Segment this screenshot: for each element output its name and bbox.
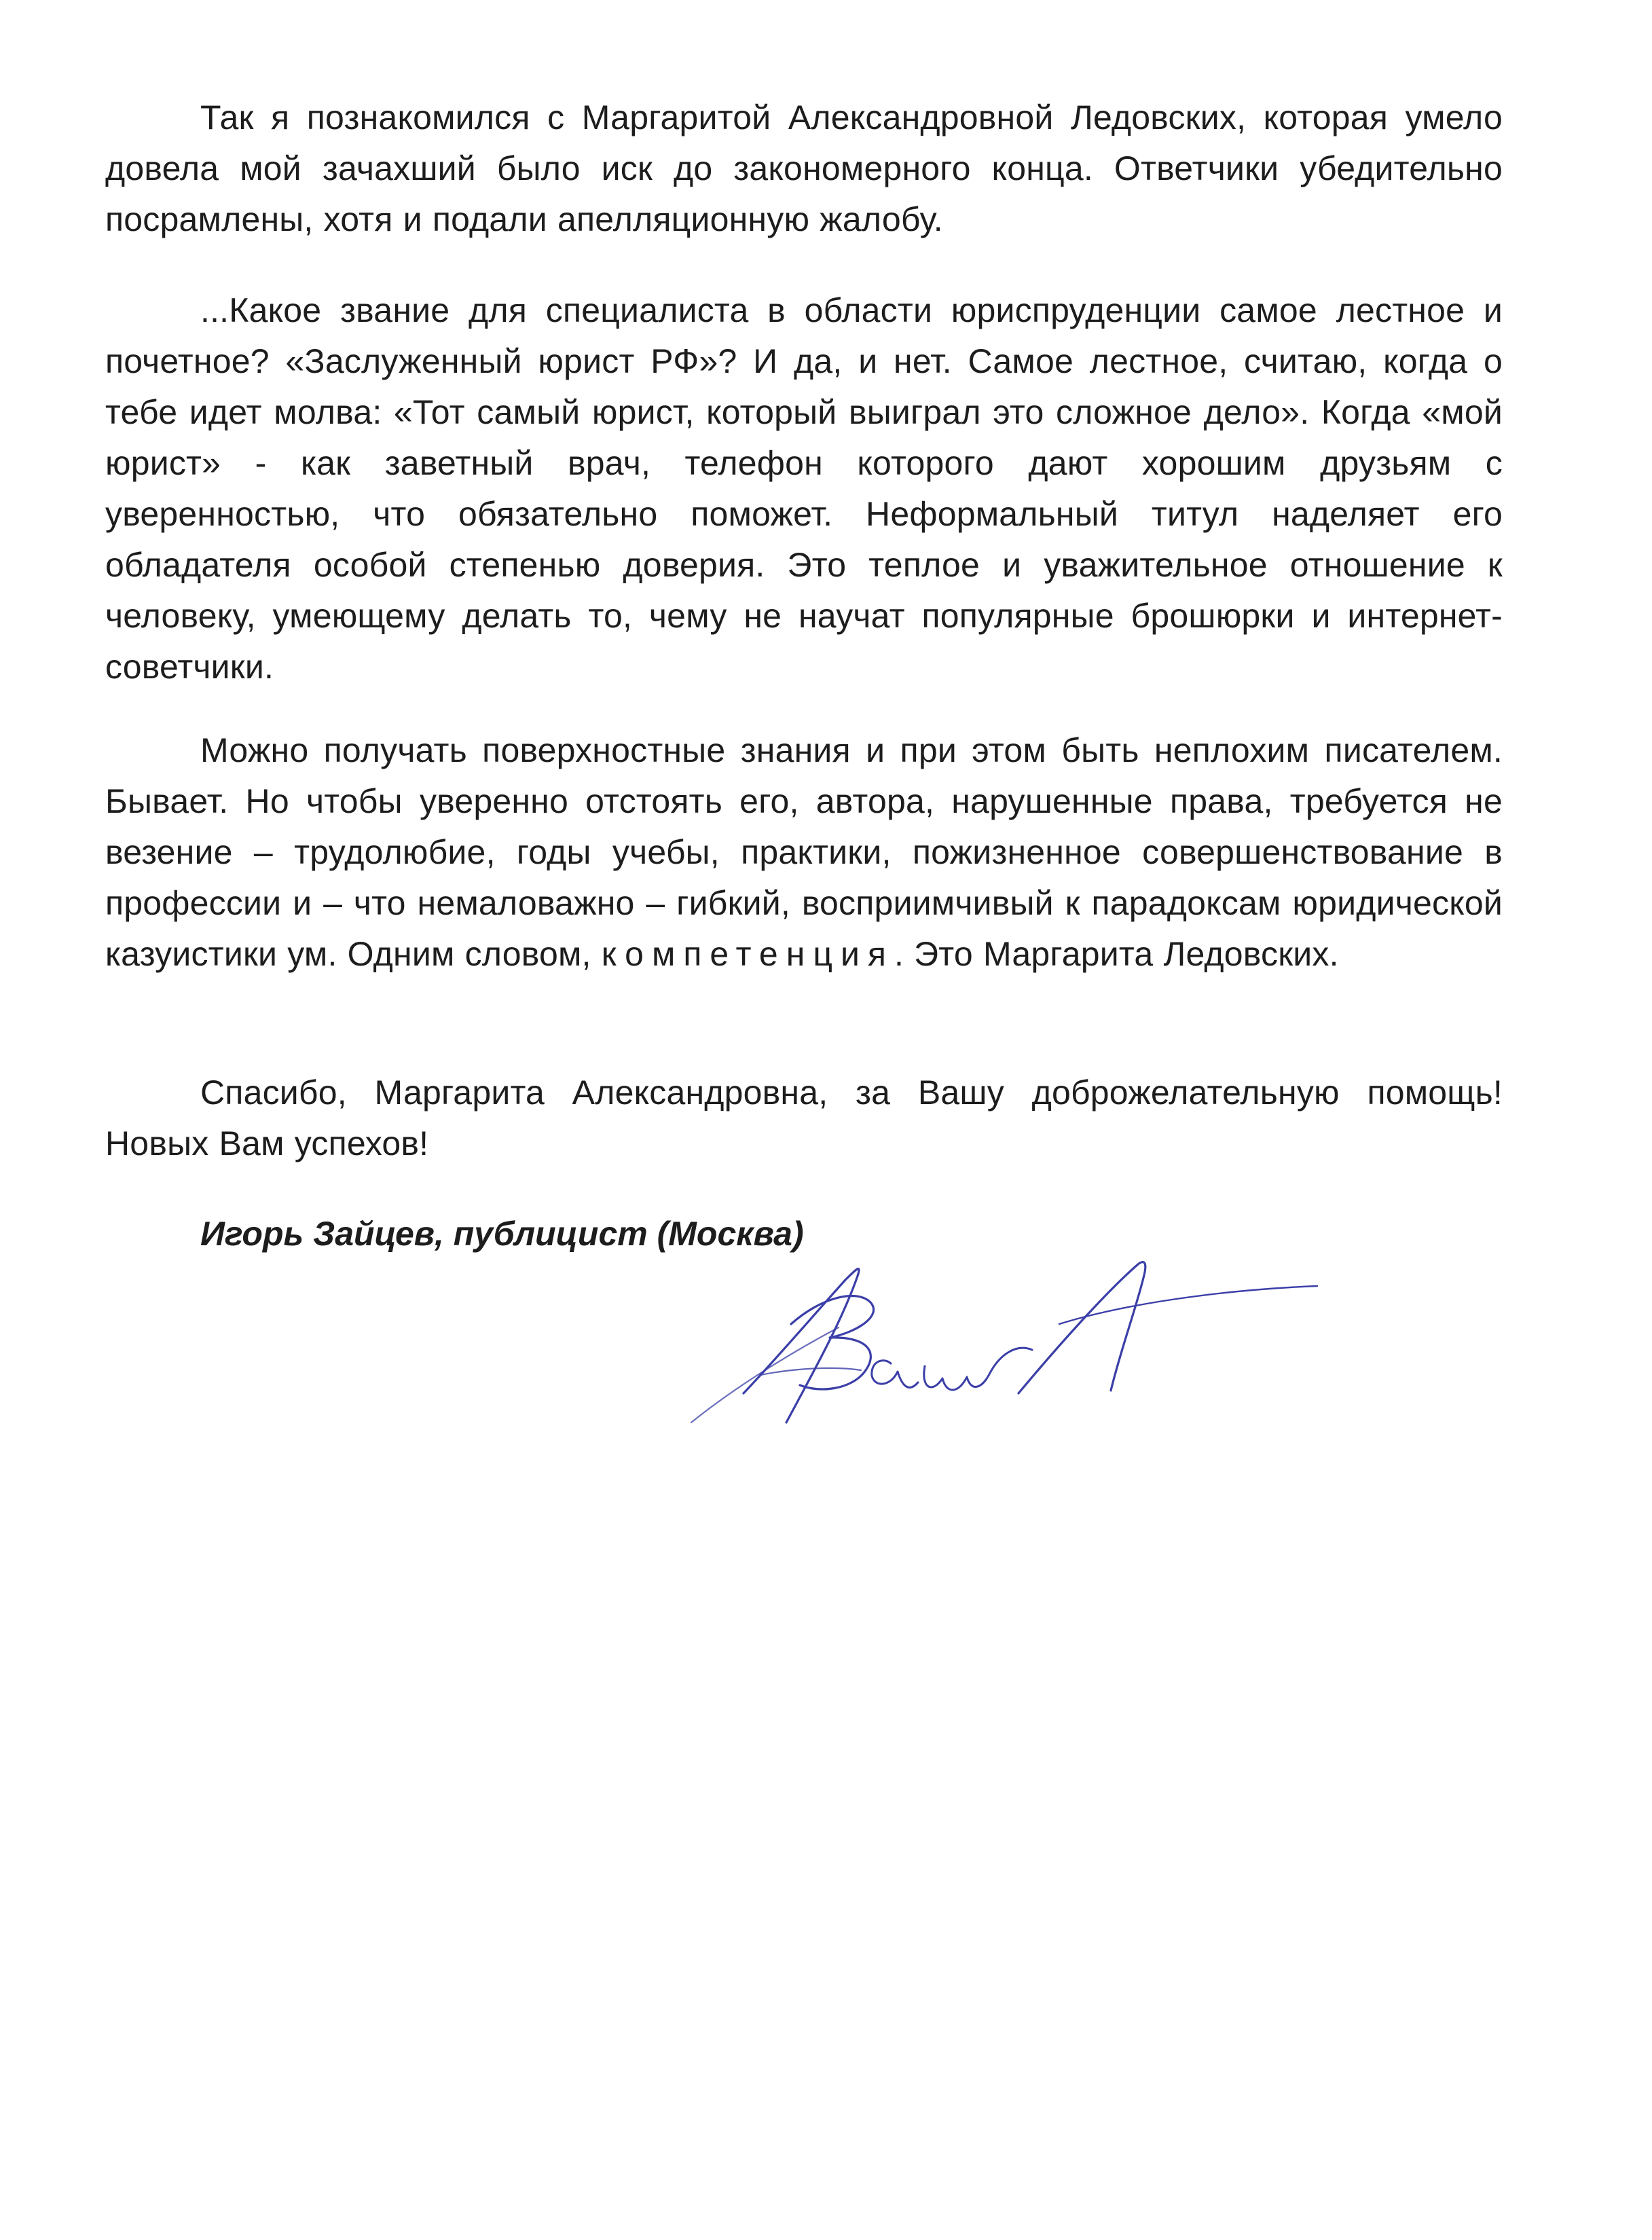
- paragraph-3-text: [105, 725, 1503, 980]
- paragraph-2-text: ...Какое звание для специалиста в области юриспруденции самое лестное и почетное? «Заслуженный юрист РФ»? И да, и нет. Самое лестное, считаю, когда о тебе идет молва: «Тот самый юрист, который выиграл это сложное дело». Когда «мой юрист» - как заветный врач, телефон которого дают хорошим друзьям с уверенностью, что обязательно поможет. Неформальный титул наделяет его обладателя особой степенью доверия. Это теплое и уважительное отношение к человеку, умеющему делать то, чему не научат популярные брошюрки и интернет-советчики.: [105, 291, 1503, 686]
- author-signature-line: Игорь Зайцев, публицист (Москва): [200, 1215, 804, 1253]
- paragraph-4-text: Спасибо, Маргарита Александровна, за Вашу доброжелательную помощь! Новых Вам успехов!: [105, 1073, 1503, 1162]
- paragraph-3: [105, 725, 1503, 980]
- handwritten-signature: [679, 1215, 1324, 1439]
- paragraph-3-text-before: Можно получать поверхностные знания и при этом быть неплохим писателем. Бывает. Но чтобы уверенно отстоять его, автора, нарушенные права, требуется не везение – трудолюбие, годы учебы, практики, пожизненное совершенствование в профессии и – что немаловажно – гибкий, восприимчивый к парадоксам юридической казуистики ум. Одним словом,: [105, 731, 1503, 973]
- paragraph-3-text-after: . Это Маргарита Ледовских.: [894, 935, 1339, 973]
- paragraph-1: [105, 92, 1503, 245]
- spaced-word: компетенция: [601, 935, 894, 973]
- paragraph-4: [105, 1067, 1503, 1169]
- paragraph-2: [105, 285, 1503, 693]
- paragraph-1-text: Так я познакомился с Маргаритой Александровной Ледовских, которая умело довела мой зачахший было иск до закономерного конца. Ответчики убедительно посрамлены, хотя и подали апелляционную жалобу.: [105, 98, 1503, 238]
